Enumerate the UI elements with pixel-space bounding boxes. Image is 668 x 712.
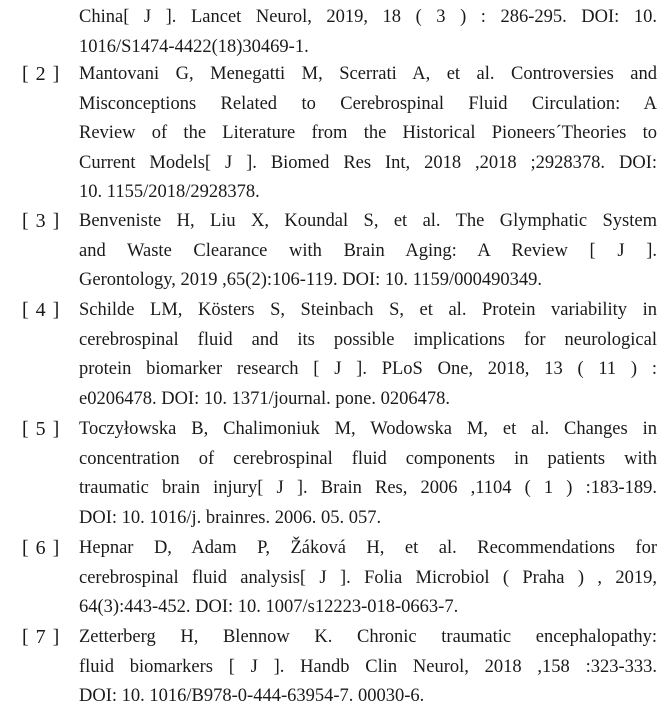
reference-number: [ 4 ] bbox=[22, 299, 61, 321]
reference-line: protein biomarker research [ J ]. PLoS One, 2018, 13 ( 11 ) : bbox=[79, 359, 657, 379]
reference-line: cerebrospinal fluid analysis[ J ]. Folia Microbiol ( Praha ) , 2019, bbox=[79, 567, 657, 588]
reference-number: [ 3 ] bbox=[22, 210, 61, 232]
reference-line: Current Models[ J ]. Biomed Res Int, 2018 ,2018 ;2928378. DOI: bbox=[79, 152, 657, 173]
reference-number: [ 5 ] bbox=[22, 418, 61, 440]
reference-line: concentration of cerebrospinal fluid components in patients with bbox=[79, 448, 657, 469]
reference-number: [ 2 ] bbox=[22, 63, 61, 85]
reference-text bbox=[79, 415, 657, 533]
reference-text bbox=[79, 623, 657, 712]
reference-line: 64(3):443-452. DOI: 10. 1007/s12223-018-0663-7. bbox=[79, 597, 459, 617]
reference-line: Mantovani G, Menegatti M, Scerrati A, et al. Controversies and bbox=[79, 64, 657, 84]
reference-text bbox=[79, 3, 657, 62]
reference-line: Hepnar D, Adam P, Žáková H, et al. Recommendations for bbox=[79, 538, 657, 558]
reference-line: cerebrospinal fluid and its possible implications for neurological bbox=[79, 329, 657, 350]
reference-number: [ 7 ] bbox=[22, 626, 61, 648]
reference-text bbox=[79, 534, 657, 623]
reference-number: [ 6 ] bbox=[22, 537, 61, 559]
reference-line: 1016/S1474-4422(18)30469-1. bbox=[79, 36, 309, 57]
reference-line: Review of the Literature from the Historical Pioneers´Theories to bbox=[79, 123, 657, 143]
reference-line: DOI: 10. 1016/B978-0-444-63954-7. 00030-6. bbox=[79, 686, 425, 706]
reference-line: DOI: 10. 1016/j. brainres. 2006. 05. 057. bbox=[79, 507, 382, 528]
reference-line: fluid biomarkers [ J ]. Handb Clin Neurol, 2018 ,158 :323-333. bbox=[79, 656, 657, 677]
reference-line: 10. 1155/2018/2928378. bbox=[79, 182, 260, 202]
reference-text bbox=[79, 296, 657, 414]
reference-line: e0206478. DOI: 10. 1371/journal. pone. 0206478. bbox=[79, 388, 450, 409]
reference-line: Gerontology, 2019 ,65(2):106-119. DOI: 10. 1159/000490349. bbox=[79, 270, 542, 290]
reference-line: Benveniste H, Liu X, Koundal S, et al. The Glymphatic System bbox=[79, 211, 657, 231]
reference-line: China[ J ]. Lancet Neurol, 2019, 18 ( 3 ) : 286-295. DOI: 10. bbox=[79, 7, 657, 27]
reference-line: Toczyłowska B, Chalimoniuk M, Wodowska M, et al. Changes in bbox=[79, 419, 657, 439]
reference-line: Schilde LM, Kösters S, Steinbach S, et al. Protein variability in bbox=[79, 300, 657, 320]
reference-text bbox=[79, 60, 657, 208]
reference-line: Misconceptions Related to Cerebrospinal Fluid Circulation: A bbox=[79, 93, 657, 114]
reference-line: and Waste Clearance with Brain Aging: A Review [ J ]. bbox=[79, 240, 657, 261]
reference-line: Zetterberg H, Blennow K. Chronic traumatic encephalopathy: bbox=[79, 627, 657, 647]
reference-line: traumatic brain injury[ J ]. Brain Res, 2006 ,1104 ( 1 ) :183-189. bbox=[79, 478, 657, 498]
reference-text bbox=[79, 207, 657, 296]
